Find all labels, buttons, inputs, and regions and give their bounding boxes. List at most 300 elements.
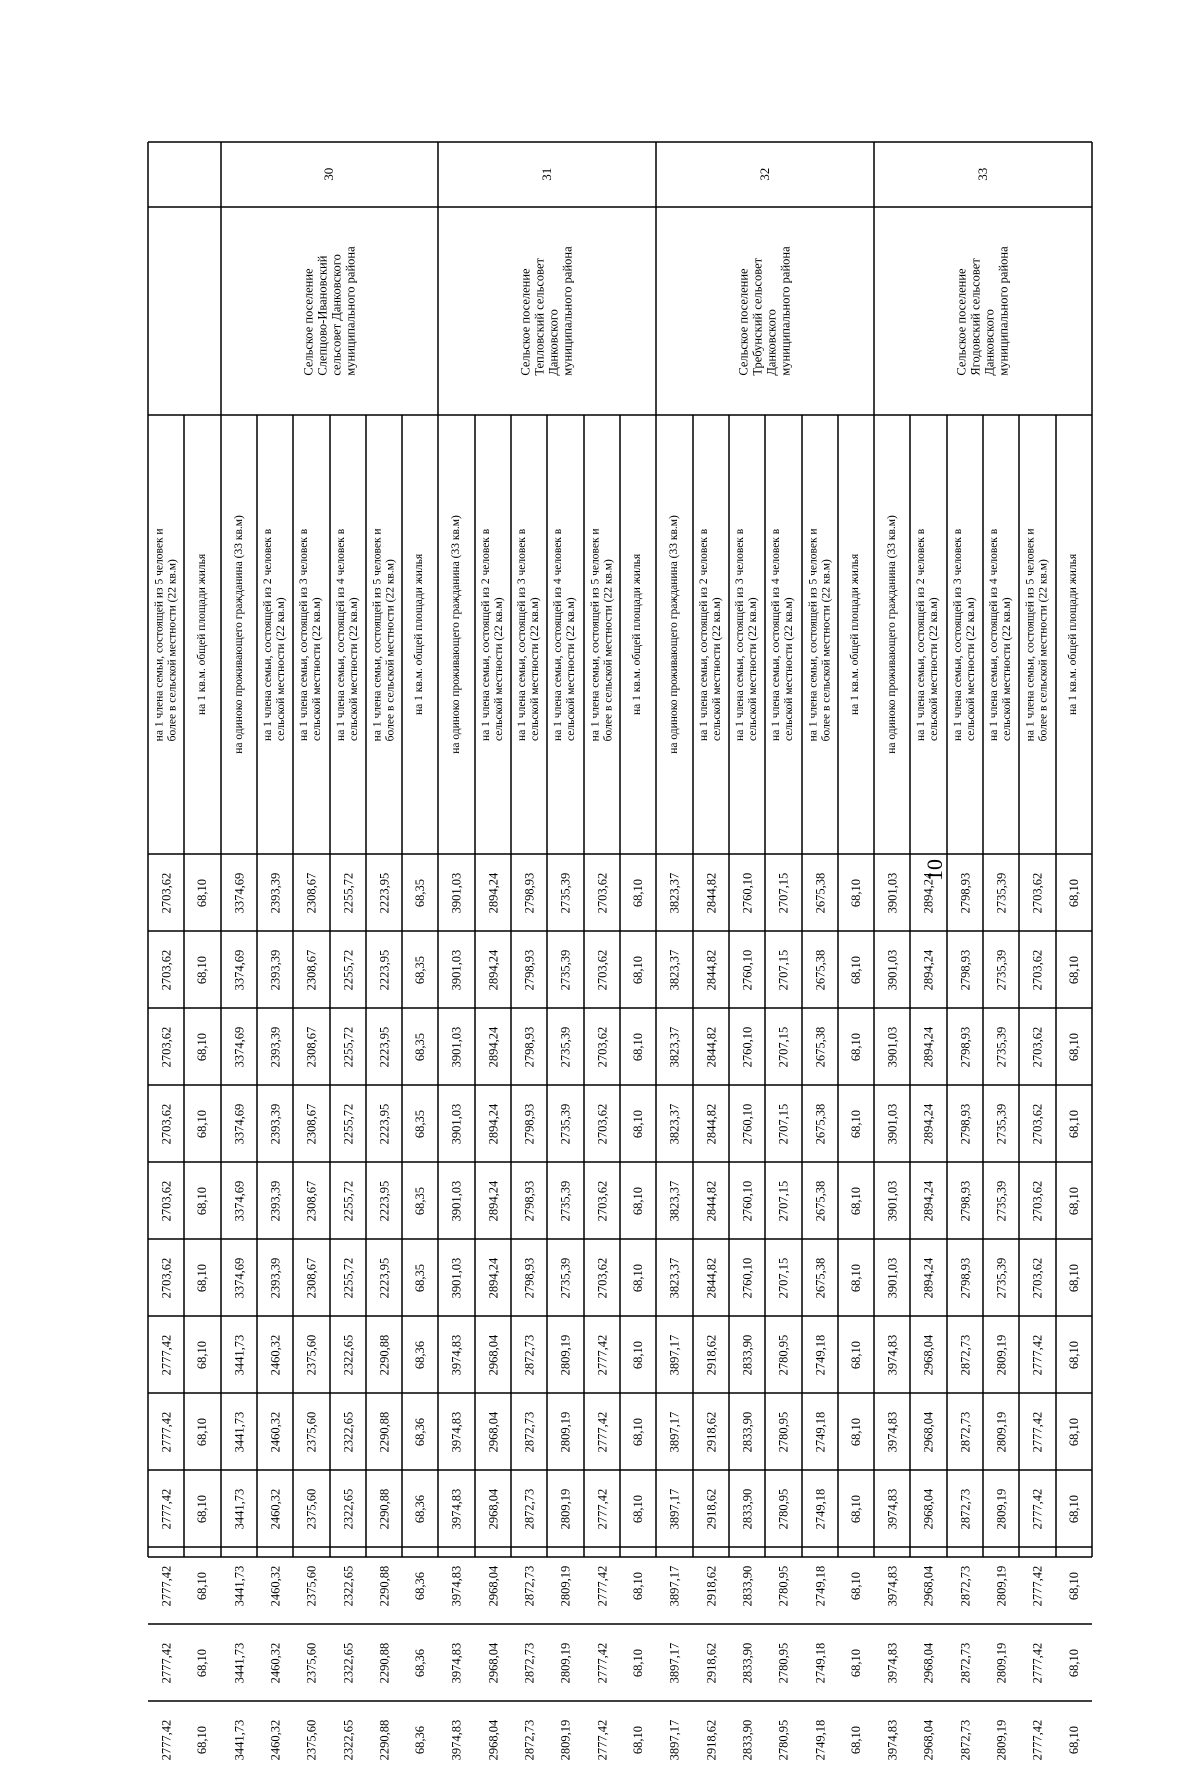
table-cell-value <box>620 854 656 931</box>
table-cell-value-text: 3974,83 <box>449 1411 464 1452</box>
table-cell-value-text: 3901,03 <box>449 872 464 913</box>
table-cell-value <box>765 1470 802 1547</box>
table-row-description <box>257 415 293 854</box>
table-cell-value-text: 68,10 <box>849 1571 863 1600</box>
table-cell-value-text: 2760,10 <box>740 1103 754 1144</box>
table-cell-value-text: 2760,10 <box>740 1180 754 1221</box>
table-cell-value-text: 2809,19 <box>994 1488 1008 1529</box>
table-cell-value <box>366 1624 402 1701</box>
table-cell-value <box>511 1393 547 1470</box>
table-cell-value-text: 2322,65 <box>341 1411 355 1452</box>
table-cell-value-text: 3901,03 <box>885 1103 899 1144</box>
table-cell-value <box>148 1624 184 1701</box>
table-row-description <box>438 415 475 854</box>
table-cell-value <box>402 1162 438 1239</box>
table-cell-value <box>947 1085 983 1162</box>
table-cell-value-text: 68,10 <box>1067 1263 1081 1292</box>
table-cell-value-text: 2894,24 <box>486 1257 500 1298</box>
table-cell-value <box>402 1393 438 1470</box>
table-cell-value <box>438 1393 475 1470</box>
table-cell-value <box>802 1239 838 1316</box>
table-cell-value-text: 2798,93 <box>522 1103 536 1144</box>
table-cell-value-text: 2703,62 <box>159 1103 173 1144</box>
table-cell-value-text: 68,10 <box>195 1032 210 1061</box>
table-cell-value-text: 68,10 <box>195 1263 210 1292</box>
table-cell-value <box>874 1470 910 1547</box>
table-cell-value <box>402 1085 438 1162</box>
table-cell-value-text: 3974,83 <box>449 1565 464 1606</box>
table-cell-value-text: 68,10 <box>195 1340 210 1369</box>
table-cell-value <box>910 931 947 1008</box>
table-cell-value-text: 3441,73 <box>232 1642 246 1683</box>
section-number-text: 31 <box>538 167 554 181</box>
table-cell-value-text: 2255,72 <box>341 1103 355 1144</box>
table-cell-value <box>620 1547 656 1624</box>
table-row-description-text: на 1 члена семьи, состоящей из 2 человек в сельской местности (22 кв.м) <box>698 528 723 741</box>
table-cell-value <box>475 1470 511 1547</box>
table-cell-value <box>802 1008 838 1085</box>
table-cell-value <box>620 1239 656 1316</box>
settlement-name-text: Сельское поселение Ягодовский сельсовет Данковского муниципального района <box>955 246 1011 376</box>
table-cell-value-text: 2322,65 <box>341 1719 355 1760</box>
table-cell-value <box>584 1162 620 1239</box>
table-cell-value <box>729 1085 765 1162</box>
table-cell-value-text: 2798,93 <box>522 1180 536 1221</box>
table-cell-value-text: 3974,83 <box>885 1642 899 1683</box>
table-cell-value <box>547 1085 584 1162</box>
page-number <box>900 855 970 885</box>
table-cell-value <box>511 931 547 1008</box>
table-cell-value-text: 68,10 <box>631 1186 645 1215</box>
table-cell-value-text: 2798,93 <box>522 949 536 990</box>
table-cell-value <box>983 1624 1019 1701</box>
table-cell-value-text: 2735,39 <box>994 1180 1008 1221</box>
table-cell-value-text: 2777,42 <box>1030 1411 1045 1452</box>
table-cell-value-text: 2760,10 <box>740 949 754 990</box>
table-cell-value <box>221 854 257 931</box>
table-cell-value <box>475 1162 511 1239</box>
table-cell-value-text: 2703,62 <box>595 872 609 913</box>
table-cell-value-text: 68,10 <box>849 1340 863 1369</box>
table-cell-value <box>547 1701 584 1778</box>
table-cell-value <box>221 1393 257 1470</box>
table-cell-value <box>293 1470 330 1547</box>
table-cell-value <box>729 1008 765 1085</box>
table-cell-value-text: 3441,73 <box>232 1488 246 1529</box>
table-cell-value-text: 2894,24 <box>486 1026 500 1067</box>
table-cell-value <box>802 1547 838 1624</box>
table-cell-value <box>257 1239 293 1316</box>
table-cell-value <box>693 1393 729 1470</box>
table-cell-value-text: 2798,93 <box>958 1026 972 1067</box>
table-cell-value-text: 2798,93 <box>958 872 972 913</box>
table-cell-value-text: 2707,15 <box>776 1257 791 1298</box>
table-cell-value <box>257 1547 293 1624</box>
table-cell-value <box>257 1085 293 1162</box>
section-number <box>221 142 438 207</box>
table-row-description <box>584 415 620 854</box>
table-cell-value-text: 68,36 <box>413 1648 427 1677</box>
table-cell-value-text: 68,10 <box>1067 1109 1081 1138</box>
table-row-description-text: на 1 кв.м. общей площади жилья <box>413 553 426 716</box>
table-cell-value-text: 2844,82 <box>704 1103 718 1144</box>
table-cell-value-text: 68,10 <box>195 1571 210 1600</box>
table-cell-value-text: 3823,37 <box>667 1257 682 1298</box>
table-cell-value <box>221 1162 257 1239</box>
table-cell-value <box>693 1701 729 1778</box>
table-cell-value-text: 2735,39 <box>558 872 573 913</box>
table-cell-value <box>475 854 511 931</box>
table-cell-value-text: 2703,62 <box>595 949 609 990</box>
table-cell-value <box>438 854 475 931</box>
table-cell-value-text: 2322,65 <box>341 1642 355 1683</box>
table-cell-value-text: 68,35 <box>413 1186 427 1215</box>
table-cell-value-text: 2968,04 <box>921 1565 936 1606</box>
table-cell-value-text: 3374,69 <box>232 1103 246 1144</box>
table-cell-value-text: 2872,73 <box>958 1411 972 1452</box>
table-cell-value <box>330 1701 366 1778</box>
table-cell-value-text: 2760,10 <box>740 872 754 913</box>
table-cell-value <box>366 1316 402 1393</box>
table-cell-value-text: 68,10 <box>1067 955 1081 984</box>
table-cell-value-text: 2735,39 <box>994 1026 1008 1067</box>
table-cell-value-text: 3897,17 <box>667 1411 682 1452</box>
table-cell-value <box>584 1393 620 1470</box>
table-cell-value-text: 3901,03 <box>449 1103 464 1144</box>
table-cell-value <box>293 1701 330 1778</box>
table-cell-value <box>293 1316 330 1393</box>
table-row-description <box>620 415 656 854</box>
table-cell-value-text: 2968,04 <box>486 1334 500 1375</box>
table-cell-value <box>366 1393 402 1470</box>
table-cell-value <box>293 1162 330 1239</box>
table-cell-value <box>910 1624 947 1701</box>
table-cell-value-text: 2798,93 <box>522 872 536 913</box>
table-cell-value-text: 2760,10 <box>740 1026 754 1067</box>
table-cell-value <box>221 1008 257 1085</box>
table-cell-value-text: 2968,04 <box>921 1411 936 1452</box>
table-cell-value <box>802 1701 838 1778</box>
table-row-description <box>547 415 584 854</box>
table-cell-value <box>221 1701 257 1778</box>
table-cell-value <box>983 1470 1019 1547</box>
table-cell-value-text: 2749,18 <box>813 1334 827 1375</box>
table-cell-value-text: 2290,88 <box>377 1411 391 1452</box>
table-cell-value <box>838 1624 874 1701</box>
table-cell-value-text: 3901,03 <box>449 1026 464 1067</box>
table-cell-value <box>983 1008 1019 1085</box>
table-cell-value-text: 2968,04 <box>921 1334 936 1375</box>
table-cell-value <box>402 1624 438 1701</box>
table-cell-value-text: 2894,24 <box>921 1180 936 1221</box>
table-cell-value <box>221 1470 257 1547</box>
table-cell-value <box>874 1316 910 1393</box>
table-cell-value <box>1019 1162 1056 1239</box>
table-cell-value <box>874 931 910 1008</box>
table-cell-value <box>584 1239 620 1316</box>
table-cell-value <box>402 1316 438 1393</box>
table-cell-value <box>438 1239 475 1316</box>
table-cell-value-text: 2703,62 <box>1030 1180 1045 1221</box>
table-cell-value <box>1019 1624 1056 1701</box>
table-cell-value-text: 3901,03 <box>449 1257 464 1298</box>
table-cell-value-text: 2809,19 <box>558 1488 573 1529</box>
table-row-description <box>148 415 184 854</box>
table-cell-value-text: 2780,95 <box>776 1642 791 1683</box>
table-cell-value-text: 68,10 <box>195 1109 210 1138</box>
table-cell-value <box>547 1162 584 1239</box>
table-row-description <box>293 415 330 854</box>
table-cell-value-text: 2703,62 <box>1030 872 1045 913</box>
table-cell-value-text: 2255,72 <box>341 1026 355 1067</box>
table-cell-value-text: 68,10 <box>1067 1032 1081 1061</box>
table-cell-value <box>838 1316 874 1393</box>
table-cell-value-text: 3897,17 <box>667 1642 682 1683</box>
table-cell-value-text: 2675,38 <box>813 1026 827 1067</box>
table-cell-value <box>257 1008 293 1085</box>
table-row-description <box>874 415 910 854</box>
table-cell-value-text: 2703,62 <box>595 1026 609 1067</box>
table-row-description <box>1019 415 1056 854</box>
table-cell-value-text: 2809,19 <box>558 1334 573 1375</box>
table-cell-value-text: 2780,95 <box>776 1334 791 1375</box>
table-cell-value-text: 68,35 <box>413 1109 427 1138</box>
table-cell-value <box>620 1393 656 1470</box>
table-cell-value <box>511 1316 547 1393</box>
table-cell-value <box>330 1316 366 1393</box>
table-cell-value <box>148 1547 184 1624</box>
table-cell-value-text: 2735,39 <box>558 1026 573 1067</box>
table-row-description-text: на одиноко проживающего гражданина (33 кв.м) <box>885 515 898 754</box>
table-row-description-text: на 1 члена семьи, состоящей из 2 человек в сельской местности (22 кв.м) <box>915 528 941 741</box>
table-row-description <box>947 415 983 854</box>
table-cell-value-text: 2322,65 <box>341 1334 355 1375</box>
table-cell-value <box>293 1624 330 1701</box>
table-cell-value <box>983 1701 1019 1778</box>
table-cell-value-text: 3374,69 <box>232 872 246 913</box>
section-number-text: 30 <box>321 167 337 181</box>
table-cell-value-text: 68,10 <box>631 1417 645 1446</box>
table-cell-value-text: 2760,10 <box>740 1257 754 1298</box>
table-cell-value <box>947 1316 983 1393</box>
table-cell-value-text: 2968,04 <box>486 1411 500 1452</box>
table-cell-value-text: 68,10 <box>1067 1186 1081 1215</box>
table-row-description <box>511 415 547 854</box>
table-cell-value <box>475 1547 511 1624</box>
table-cell-value <box>184 1162 221 1239</box>
settlement-name-text: Сельское поселение Требунский сельсовет Данковского муниципального района <box>737 246 793 376</box>
table-cell-value-text: 2894,24 <box>486 949 500 990</box>
table-cell-value-text: 2844,82 <box>704 1026 718 1067</box>
table-cell-value-text: 3901,03 <box>449 1180 464 1221</box>
page-number-text: 10 <box>922 859 947 881</box>
table-cell-value <box>148 1701 184 1778</box>
section-number <box>656 142 874 207</box>
table-cell-value-text: 2872,73 <box>958 1488 972 1529</box>
table-cell-value <box>330 1085 366 1162</box>
table-cell-value-text: 2308,67 <box>304 1257 319 1298</box>
table-cell-value-text: 3897,17 <box>667 1488 682 1529</box>
table-cell-value <box>293 931 330 1008</box>
table-cell-value <box>366 1239 402 1316</box>
table-cell-value-text: 68,10 <box>1067 1725 1081 1754</box>
table-cell-value-text: 2809,19 <box>558 1642 573 1683</box>
table-cell-value <box>402 1470 438 1547</box>
table-cell-value <box>1019 1316 1056 1393</box>
settlement-name-text: Сельское поселение Тепловский сельсовет Данковского муниципального района <box>519 246 575 376</box>
table-cell-value <box>729 1470 765 1547</box>
table-cell-value <box>620 1008 656 1085</box>
table-cell-value <box>1019 1701 1056 1778</box>
table-cell-value-text: 2809,19 <box>994 1642 1008 1683</box>
table-cell-value <box>402 1701 438 1778</box>
table-cell-value <box>293 1547 330 1624</box>
table-cell-value <box>184 1316 221 1393</box>
table-row-description-text: на 1 члена семьи, состоящей из 5 человек и более в сельской местности (22 кв.м) <box>807 528 833 741</box>
table-cell-value-text: 2735,39 <box>558 1180 573 1221</box>
table-cell-value-text: 2255,72 <box>341 949 355 990</box>
table-row-description-text: на 1 члена семьи, состоящей из 4 человек в сельской местности (22 кв.м) <box>988 528 1013 741</box>
table-cell-value <box>693 1547 729 1624</box>
table-cell-value <box>438 931 475 1008</box>
table-cell-value <box>693 1008 729 1085</box>
table-cell-value <box>947 931 983 1008</box>
table-cell-value-text: 2675,38 <box>813 1103 827 1144</box>
table-cell-value <box>584 1624 620 1701</box>
table-cell-value <box>838 1162 874 1239</box>
table-cell-value <box>148 1239 184 1316</box>
table-cell-value-text: 68,10 <box>195 955 210 984</box>
table-cell-value <box>1019 1085 1056 1162</box>
table-cell-value <box>656 854 693 931</box>
table-cell-value-text: 2872,73 <box>522 1488 536 1529</box>
table-cell-value-text: 2777,42 <box>1030 1719 1045 1760</box>
table-cell-value <box>874 1162 910 1239</box>
table-cell-value-text: 68,10 <box>849 1648 863 1677</box>
table-cell-value-text: 3974,83 <box>449 1488 464 1529</box>
table-cell-value-text: 2322,65 <box>341 1565 355 1606</box>
table-cell-value-text: 3374,69 <box>232 1257 246 1298</box>
table-row-description-text: на 1 члена семьи, состоящей из 2 человек в сельской местности (22 кв.м) <box>262 528 287 741</box>
table-cell-value <box>438 1624 475 1701</box>
table-cell-value <box>402 1547 438 1624</box>
table-cell-value <box>184 1547 221 1624</box>
table-cell-value-text: 68,10 <box>849 1725 863 1754</box>
rotated-rate-table <box>148 142 1092 1760</box>
table-cell-value-text: 2703,62 <box>159 872 173 913</box>
table-cell-value <box>330 1547 366 1624</box>
table-cell-value <box>693 1624 729 1701</box>
table-cell-value-text: 2255,72 <box>341 1180 355 1221</box>
table-cell-value-text: 2777,42 <box>1030 1565 1045 1606</box>
table-cell-value <box>330 931 366 1008</box>
table-cell-value <box>1019 1547 1056 1624</box>
table-cell-value-text: 2872,73 <box>958 1334 972 1375</box>
table-cell-value-text: 2375,60 <box>304 1334 319 1375</box>
table-cell-value <box>366 1162 402 1239</box>
table-cell-value <box>511 854 547 931</box>
table-cell-value <box>910 1547 947 1624</box>
table-cell-value <box>765 1162 802 1239</box>
table-cell-value <box>802 1162 838 1239</box>
table-cell-value <box>257 1162 293 1239</box>
table-cell-value <box>656 1470 693 1547</box>
table-cell-value <box>148 931 184 1008</box>
table-cell-value-text: 2872,73 <box>958 1719 972 1760</box>
table-cell-value <box>910 1085 947 1162</box>
table-cell-value-text: 2894,24 <box>921 1026 936 1067</box>
table-cell-value-text: 2749,18 <box>813 1411 827 1452</box>
table-cell-value-text: 2308,67 <box>304 872 319 913</box>
table-cell-value-text: 2308,67 <box>304 949 319 990</box>
table-row-description-text: на одиноко проживающего гражданина (33 кв.м) <box>232 515 245 754</box>
table-cell-value-text: 2918,62 <box>704 1565 718 1606</box>
table-cell-value <box>656 1239 693 1316</box>
table-cell-value <box>656 1701 693 1778</box>
table-cell-value-text: 3374,69 <box>232 1026 246 1067</box>
table-cell-value <box>910 1470 947 1547</box>
table-cell-value-text: 2833,90 <box>740 1642 754 1683</box>
table-cell-value-text: 2777,42 <box>159 1411 173 1452</box>
table-cell-value-text: 2703,62 <box>595 1180 609 1221</box>
table-cell-value-text: 3901,03 <box>885 949 899 990</box>
table-row-description-text: на 1 члена семьи, состоящей из 5 человек и более в сельской местности (22 кв.м) <box>1024 528 1050 741</box>
table-cell-value-text: 2703,62 <box>159 1180 173 1221</box>
table-cell-value-text: 2777,42 <box>595 1642 609 1683</box>
table-cell-value-text: 2703,62 <box>595 1103 609 1144</box>
table-cell-value <box>947 1393 983 1470</box>
table-cell-value <box>874 1624 910 1701</box>
table-cell-value <box>330 1008 366 1085</box>
table-cell-value <box>983 1547 1019 1624</box>
table-cell-value-text: 2707,15 <box>776 1103 791 1144</box>
table-cell-value-text: 2735,39 <box>558 949 573 990</box>
table-row-description <box>983 415 1019 854</box>
table-cell-value <box>511 1470 547 1547</box>
table-cell-value <box>765 1008 802 1085</box>
table-cell-value-text: 2809,19 <box>994 1719 1008 1760</box>
table-cell-value <box>184 1085 221 1162</box>
table-cell-value <box>330 1393 366 1470</box>
table-cell-value <box>620 1162 656 1239</box>
table-cell-value <box>802 1470 838 1547</box>
table-cell-value <box>584 1085 620 1162</box>
table-cell-value-text: 2707,15 <box>776 872 791 913</box>
table-cell-value <box>947 1008 983 1085</box>
table-cell-value-text: 2703,62 <box>1030 1257 1045 1298</box>
table-cell-value <box>620 1470 656 1547</box>
table-cell-value-text: 2703,62 <box>159 1026 173 1067</box>
table-cell-value <box>148 1393 184 1470</box>
table-cell-value-text: 3974,83 <box>449 1719 464 1760</box>
table-cell-value-text: 3974,83 <box>885 1334 899 1375</box>
table-cell-value <box>656 1624 693 1701</box>
table-cell-value-text: 2308,67 <box>304 1180 319 1221</box>
table-cell-value <box>1056 1008 1092 1085</box>
table-cell-value-text: 2894,24 <box>921 1257 936 1298</box>
table-cell-value-text: 2308,67 <box>304 1026 319 1067</box>
table-cell-value <box>221 931 257 1008</box>
table-cell-value-text: 2833,90 <box>740 1411 754 1452</box>
table-row-description <box>475 415 511 854</box>
table-cell-value-text: 3441,73 <box>232 1565 246 1606</box>
table-cell-value-text: 2735,39 <box>994 872 1008 913</box>
table-cell-value <box>983 854 1019 931</box>
table-cell-value <box>874 1393 910 1470</box>
table-cell-value <box>438 1547 475 1624</box>
table-cell-value-text: 2968,04 <box>486 1565 500 1606</box>
table-cell-value <box>511 1701 547 1778</box>
